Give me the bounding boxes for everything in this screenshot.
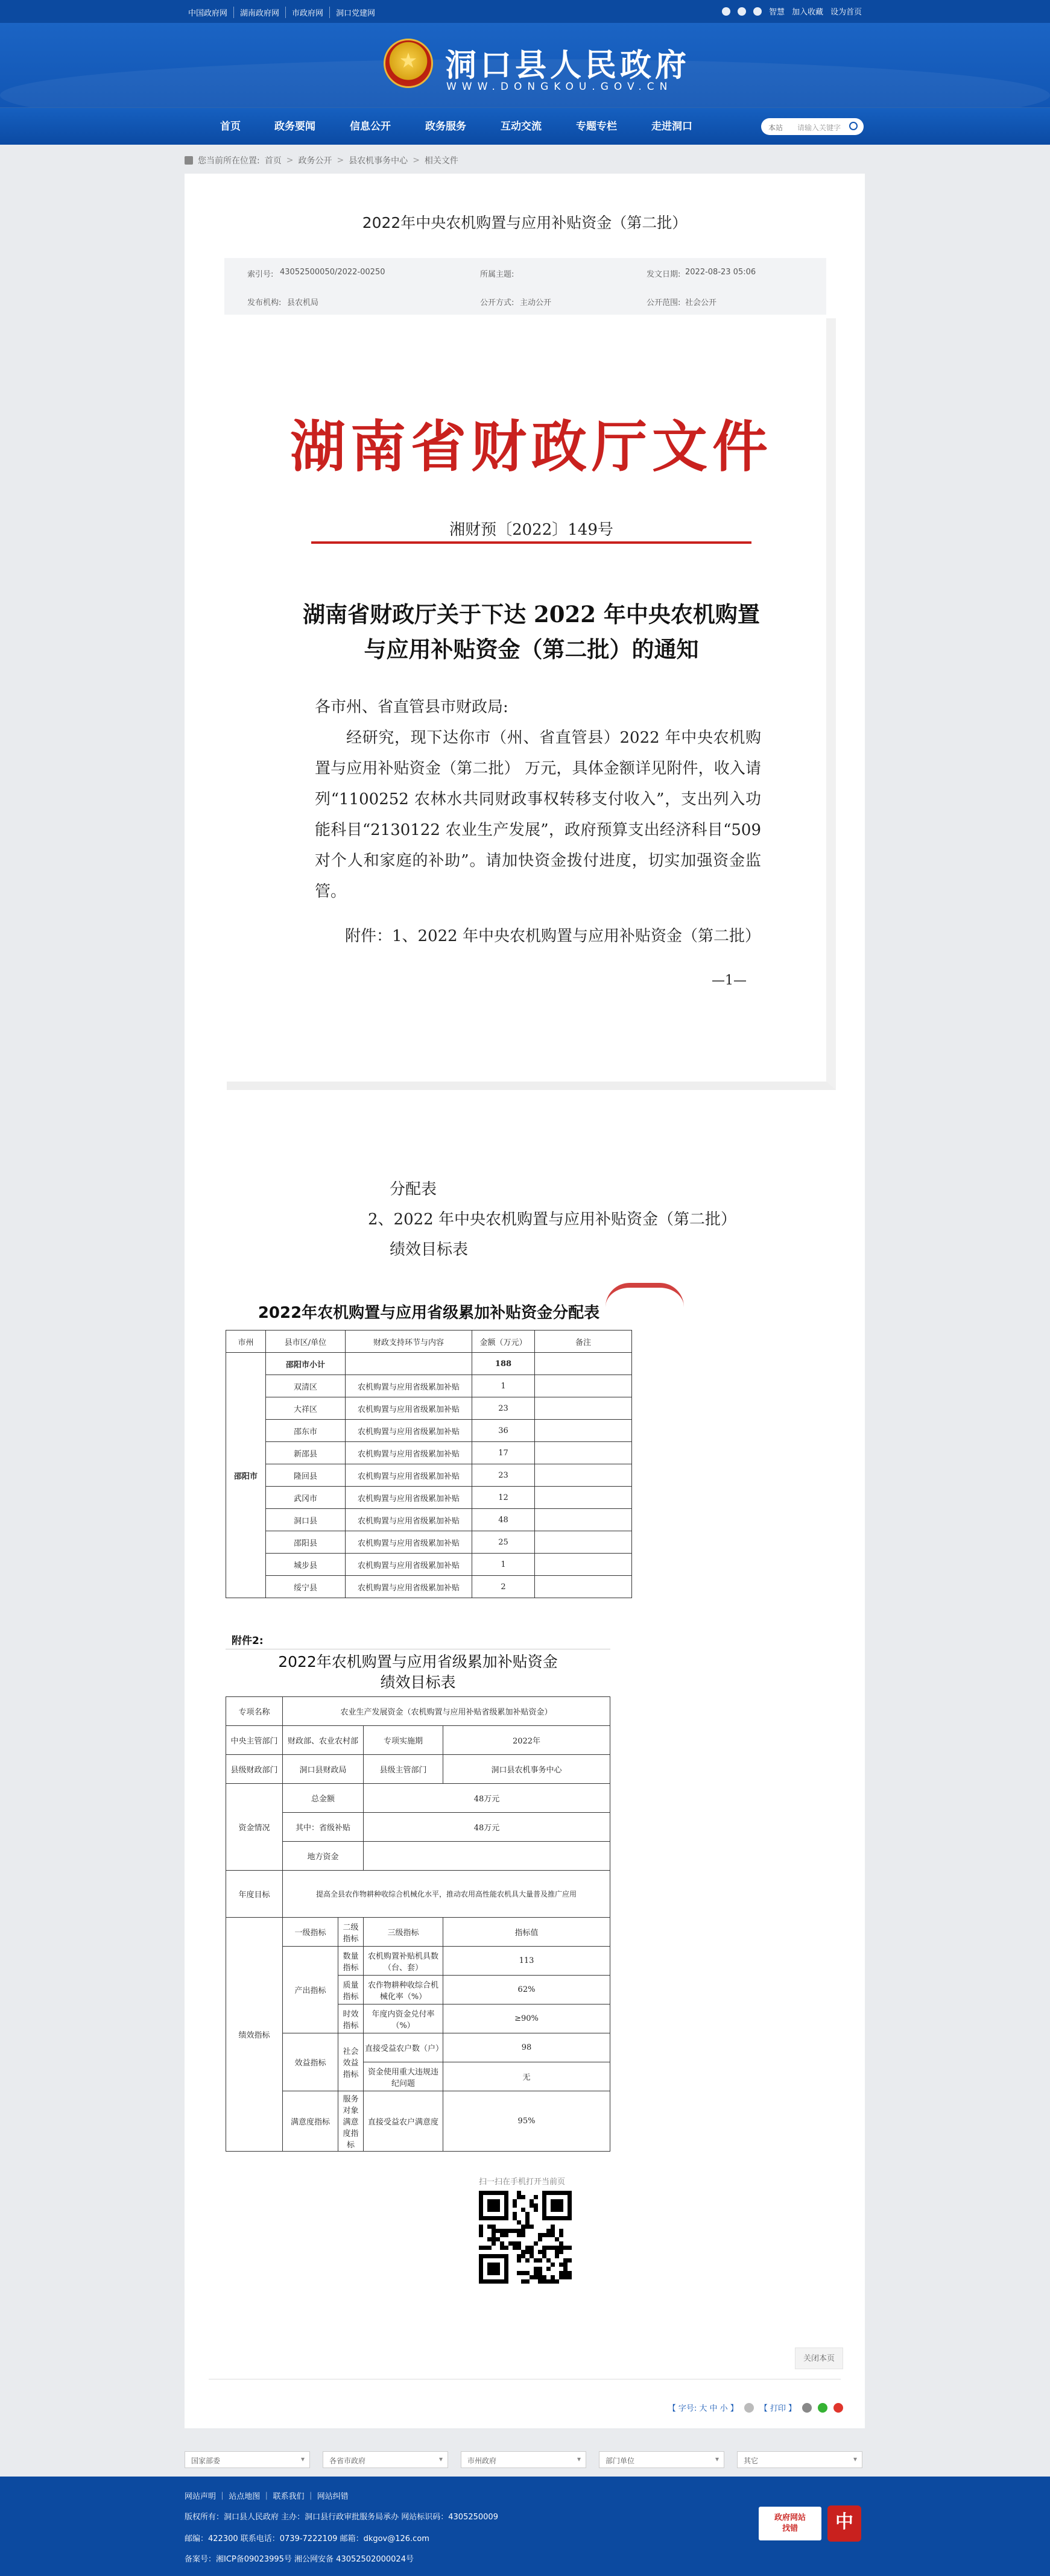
nav-services[interactable]: 政务服务 [425, 121, 466, 133]
document-page-2 [368, 1174, 736, 1265]
note-cell [535, 1420, 632, 1442]
nav-interaction[interactable]: 互动交流 [501, 121, 542, 133]
amount-cell: 1 [472, 1554, 535, 1576]
nav-disclosure[interactable]: 信息公开 [350, 121, 391, 133]
table-cell: 二级指标 [338, 1918, 364, 1947]
qr-code-icon [479, 2191, 572, 2284]
table-cell: 48万元 [364, 1813, 610, 1842]
county-cell: 绥宁县 [266, 1576, 346, 1598]
document-number: 湘财预〔2022〕149号 [449, 521, 613, 539]
font-size-control[interactable]: 【 字号: 大 中 小 】 [668, 2404, 738, 2413]
footer-links[interactable]: 网站声明 ｜ 站点地图 ｜ 联系我们 ｜ 网站纠错 [185, 2492, 349, 2501]
table-cell: 总金额 [283, 1784, 364, 1813]
table-cell: 数量指标 [338, 1947, 364, 1976]
table-cell: 农作物耕种收综合机械化率（%） [364, 1976, 443, 2004]
table-cell: 直接受益农户数（户） [364, 2033, 443, 2062]
close-page-button[interactable]: 关闭本页 [795, 2348, 843, 2369]
table-row [226, 1576, 632, 1598]
others-select[interactable]: 其它 ▾ [737, 2451, 862, 2468]
performance-title-line: 绩效目标表 [380, 1674, 456, 1691]
footer-record[interactable]: 备案号：湘ICP备09023995号 湘公网安备 43052502000024号 [185, 2555, 414, 2564]
performance-table-wrap [226, 1633, 610, 2152]
table-cell: 洞口县农机事务中心 [443, 1755, 610, 1784]
footer-link-selects [0, 2443, 1050, 2477]
table-cell: 一级指标 [283, 1918, 338, 1947]
table-cell: 113 [443, 1947, 610, 1976]
item-cell: 农机购置与应用省级累加补贴 [346, 1442, 472, 1464]
breadcrumb-separator: > [286, 156, 294, 165]
table-row [226, 1464, 632, 1487]
page2-line: 2、2022 年中央农机购置与应用补贴资金（第二批） [368, 1211, 736, 1229]
breadcrumb-item[interactable]: 相关文件 [424, 156, 458, 166]
breadcrumb-separator: > [337, 156, 344, 165]
table-cell: 质量指标 [338, 1976, 364, 2004]
footer-contact: 邮编：422300 联系电话：0739-7222109 邮箱：dkgov@126.com [185, 2534, 429, 2543]
breadcrumb-item[interactable]: 县农机事务中心 [349, 156, 408, 166]
site-header [0, 23, 1050, 107]
footer-copyright: 版权所有：洞口县人民政府 主办：洞口县行政审批服务局承办 网站标识码：4305250009 [185, 2513, 498, 2522]
county-cell: 洞口县 [266, 1509, 346, 1531]
meta-open-label: 公开方式: [480, 298, 514, 307]
meta-scope-label: 公开范围: [647, 298, 681, 307]
amount-cell: 25 [472, 1531, 535, 1554]
site-title[interactable]: 洞口县人民政府 [445, 47, 691, 84]
table-row [226, 1420, 632, 1442]
table-cell [346, 1353, 472, 1375]
table-cell: ≥90% [443, 2004, 610, 2033]
search-input[interactable]: 请输入关键字 [797, 124, 841, 132]
table-cell: 效益指标 [283, 2033, 338, 2091]
table-cell: 县级主管部门 [364, 1755, 443, 1784]
table-cell: 绩效指标 [226, 1918, 283, 2152]
set-homepage-link[interactable]: 设为首页 [830, 8, 862, 17]
page-number: —1— [712, 973, 747, 988]
article-panel [185, 174, 865, 2428]
nav-home[interactable]: 首页 [220, 121, 241, 133]
article-meta [224, 258, 826, 315]
table-cell: 社会效益指标 [338, 2033, 364, 2091]
table-cell: 县级财政部门 [226, 1755, 283, 1784]
print-button[interactable]: 【 打印 】 [759, 2404, 796, 2413]
nav-topics[interactable]: 专题专栏 [576, 121, 617, 133]
wechat-share-icon[interactable] [818, 2403, 827, 2413]
table-cell: 98 [443, 2033, 610, 2062]
amount-cell: 23 [472, 1464, 535, 1487]
table-cell: 年度目标 [226, 1871, 283, 1918]
body-paragraph: 经研究，现下达你市（州、省直管县）2022 年中央农机购置与应用补贴资金（第二批） 万元，具体金额详见附件，收入请列“1100252 农林水共同财政事权转移支付收入”，支出列入功能科目“2130122 农业生产发展”，政府预算支出经济科目“509 对个人和家庭的补助”。请加快资金拨付进度，切实加强资金监管。 [315, 729, 761, 901]
table-row [226, 1554, 632, 1576]
table-cell: 满意度指标 [283, 2091, 338, 2152]
table-cell: 直接受益农户满意度 [364, 2091, 443, 2152]
item-cell: 农机购置与应用省级累加补贴 [346, 1464, 472, 1487]
note-cell [535, 1464, 632, 1487]
site-url: WWW.DONGKOU.GOV.CN [446, 81, 673, 93]
table-cell: 地方资金 [283, 1842, 364, 1871]
item-cell: 农机购置与应用省级累加补贴 [346, 1375, 472, 1397]
table-header: 县市区/单位 [266, 1331, 346, 1353]
notice-title-line: 湖南省财政厅关于下达 2022 年中央农机购置 [303, 601, 760, 628]
table-header: 市州 [226, 1331, 266, 1353]
ministries-select[interactable]: 国家部委 ▾ [185, 2451, 310, 2468]
county-cell: 双清区 [266, 1375, 346, 1397]
table-cell: 其中：省级补贴 [283, 1813, 364, 1842]
attachment-line: 附件：1、2022 年中央农机购置与应用补贴资金（第二批） [345, 927, 761, 945]
wechat-icon[interactable] [738, 7, 746, 16]
table-row [226, 1487, 632, 1509]
table-cell: 年度内资金兑付率（%） [364, 2004, 443, 2033]
salutation: 各市州、省直管县市财政局: [315, 698, 508, 716]
top-bar [0, 0, 1050, 23]
table-cell: 时效指标 [338, 2004, 364, 2033]
amount-cell: 1 [472, 1375, 535, 1397]
amount-cell: 23 [472, 1397, 535, 1420]
table-cell: 提高全县农作物耕种收综合机械化水平，推动农用高性能农机具大量普及推广应用 [283, 1871, 610, 1918]
meta-category-label: 所属主题: [480, 270, 514, 279]
table-cell: 产出指标 [283, 1947, 338, 2033]
nav-news[interactable]: 政务要闻 [274, 121, 315, 133]
allocation-table-title: 2022年农机购置与应用省级累加补贴资金分配表 [258, 1304, 600, 1322]
print-icon[interactable] [744, 2403, 754, 2413]
county-cell: 大祥区 [266, 1397, 346, 1420]
allocation-table-wrap [226, 1296, 632, 1598]
breadcrumb-label: 您当前所在位置: [198, 156, 260, 166]
note-cell [535, 1576, 632, 1598]
table-cell: 资金使用重大违规违纪问题 [364, 2062, 443, 2091]
top-link[interactable]: 市政府网 [286, 7, 330, 18]
city-cell: 邵阳市 [226, 1353, 266, 1598]
item-cell: 农机购置与应用省级累加补贴 [346, 1420, 472, 1442]
item-cell: 农机购置与应用省级累加补贴 [346, 1554, 472, 1576]
weibo-share-icon[interactable] [833, 2403, 843, 2413]
item-cell: 农机购置与应用省级累加补贴 [346, 1509, 472, 1531]
item-cell: 农机购置与应用省级累加补贴 [346, 1397, 472, 1420]
table-cell: 三级指标 [364, 1918, 443, 1947]
table-cell: 95% [443, 2091, 610, 2152]
meta-issuer-label: 发布机构: [247, 298, 282, 307]
gov-site-error-badge[interactable]: 政府网站 找错 [759, 2507, 821, 2540]
county-cell: 武冈市 [266, 1487, 346, 1509]
weibo-icon[interactable] [722, 7, 730, 16]
meta-date-value: 2022-08-23 05:06 [685, 268, 756, 277]
table-cell: 农业生产发展资金（农机购置与应用补贴省级累加补贴资金） [283, 1697, 610, 1726]
meta-issuer-value: 县农机局 [287, 298, 319, 307]
departments-select[interactable]: 部门单位 ▾ [599, 2451, 724, 2468]
table-cell: 无 [443, 2062, 610, 2091]
share-icon[interactable] [802, 2403, 812, 2413]
table-cell: 农机购置补贴机具数（台、套） [364, 1947, 443, 1976]
article-tools [668, 2402, 843, 2413]
table-header: 备注 [535, 1331, 632, 1353]
table-cell [364, 1842, 610, 1871]
performance-title-line: 2022年农机购置与应用省级累加补贴资金 [278, 1653, 558, 1671]
cities-select[interactable]: 市州政府 ▾ [461, 2451, 586, 2468]
search-scope-select[interactable]: 本站 [768, 124, 783, 132]
party-badge-icon[interactable]: 中 [827, 2505, 861, 2542]
county-cell: 隆回县 [266, 1464, 346, 1487]
table-row [226, 1397, 632, 1420]
top-link[interactable]: 中国政府网 [188, 7, 234, 18]
table-row [226, 1509, 632, 1531]
note-cell [535, 1442, 632, 1464]
article-title: 2022年中央农机购置与应用补贴资金（第二批） [362, 214, 688, 231]
table-cell: 指标值 [443, 1918, 610, 1947]
top-links [188, 7, 381, 18]
table-cell: 资金情况 [226, 1784, 283, 1871]
note-cell [535, 1487, 632, 1509]
amount-cell: 36 [472, 1420, 535, 1442]
national-emblem-icon [384, 39, 433, 88]
document-red-title: 湖南省财政厅文件 [289, 414, 773, 479]
table-cell: 服务对象满意度指标 [338, 2091, 364, 2152]
amount-cell: 48 [472, 1509, 535, 1531]
note-cell [535, 1397, 632, 1420]
county-cell: 邵阳县 [266, 1531, 346, 1554]
notice-title-line: 与应用补贴资金（第二批）的通知 [364, 636, 699, 663]
table-row [226, 1531, 632, 1554]
table-cell: 48万元 [364, 1784, 610, 1813]
document-page-1 [227, 318, 836, 1090]
table-row [226, 1442, 632, 1464]
provinces-select[interactable]: 各省市政府 ▾ [323, 2451, 448, 2468]
nav-about[interactable]: 走进洞口 [651, 121, 692, 133]
attachment-2-label: 附件2: [226, 1633, 610, 1649]
note-cell [535, 1531, 632, 1554]
smart-link[interactable]: 智慧 [768, 8, 785, 17]
amount-cell: 2 [472, 1576, 535, 1598]
meta-scope-value: 社会公开 [685, 298, 717, 307]
note-cell [535, 1509, 632, 1531]
subtotal-label: 邵阳市小计 [266, 1353, 346, 1375]
top-right-tools [722, 5, 862, 17]
accessibility-icon[interactable] [753, 7, 762, 16]
item-cell: 农机购置与应用省级累加补贴 [346, 1576, 472, 1598]
subtotal-value: 188 [472, 1353, 535, 1375]
top-link[interactable]: 湖南政府网 [234, 7, 286, 18]
breadcrumb [185, 154, 458, 166]
page2-line: 绩效目标表 [390, 1241, 469, 1259]
note-cell [535, 1554, 632, 1576]
amount-cell: 17 [472, 1442, 535, 1464]
table-cell [535, 1353, 632, 1375]
county-cell: 新邵县 [266, 1442, 346, 1464]
table-cell: 专项实施期 [364, 1726, 443, 1755]
breadcrumb-item[interactable]: 首页 [264, 156, 282, 166]
table-cell: 洞口县财政局 [283, 1755, 364, 1784]
meta-date-label: 发文日期: [647, 270, 681, 279]
meta-open-value: 主动公开 [520, 298, 552, 307]
table-cell: 62% [443, 1976, 610, 2004]
breadcrumb-separator: > [413, 156, 420, 165]
allocation-table [226, 1330, 632, 1598]
qr-label: 扫一扫在手机打开当前页 [479, 2178, 566, 2187]
meta-index-label: 索引号: [247, 270, 274, 279]
search-icon[interactable] [849, 122, 858, 130]
table-header: 金额（万元） [472, 1331, 535, 1353]
county-cell: 邵东市 [266, 1420, 346, 1442]
county-cell: 城步县 [266, 1554, 346, 1576]
main-nav [0, 107, 1050, 145]
page2-line: 分配表 [390, 1180, 437, 1198]
search-box[interactable] [761, 118, 864, 135]
table-cell: 中央主管部门 [226, 1726, 283, 1755]
table-header: 财政支持环节与内容 [346, 1331, 472, 1353]
table-cell: 专项名称 [226, 1697, 283, 1726]
item-cell: 农机购置与应用省级累加补贴 [346, 1531, 472, 1554]
breadcrumb-item[interactable]: 政务公开 [298, 156, 332, 166]
item-cell: 农机购置与应用省级累加补贴 [346, 1487, 472, 1509]
table-row [226, 1375, 632, 1397]
amount-cell: 12 [472, 1487, 535, 1509]
performance-table [226, 1696, 610, 2152]
table-cell: 2022年 [443, 1726, 610, 1755]
notice-title [275, 597, 788, 667]
note-cell [535, 1375, 632, 1397]
top-link[interactable]: 洞口党建网 [336, 9, 376, 18]
add-favorite-link[interactable]: 加入收藏 [791, 8, 823, 17]
table-cell: 财政部、农业农村部 [283, 1726, 364, 1755]
performance-table-title [226, 1649, 610, 1696]
red-divider [311, 541, 751, 544]
meta-index-value: 43052500050/2022-00250 [280, 268, 385, 277]
home-icon [185, 156, 193, 165]
notice-body [315, 692, 761, 907]
site-footer [0, 2477, 1050, 2576]
